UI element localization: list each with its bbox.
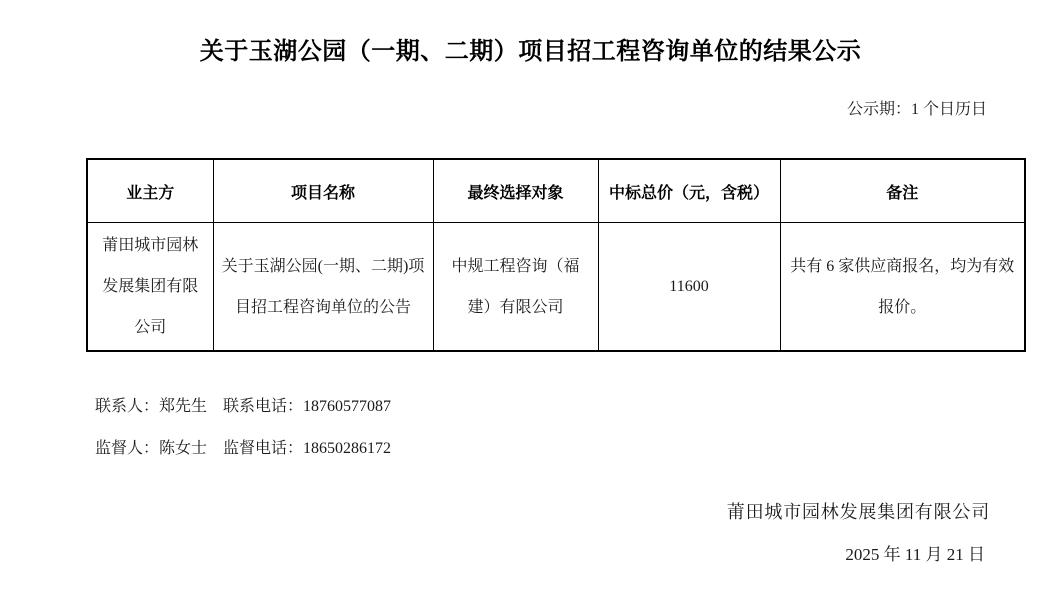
cell-selected-supplier: 中规工程咨询（福建）有限公司 bbox=[433, 223, 598, 352]
supervisor-line: 监督人：陈女士 监督电话：18650286172 bbox=[95, 440, 392, 457]
result-table bbox=[86, 158, 1026, 352]
table-row bbox=[87, 223, 1025, 352]
page-title: 关于玉湖公园（一期、二期）项目招工程咨询单位的结果公示 bbox=[199, 38, 862, 65]
col-header-total-price: 中标总价（元，含税） bbox=[598, 159, 780, 223]
cell-total-price: 11600 bbox=[598, 223, 780, 352]
cell-remark: 共有 6 家供应商报名，均为有效报价。 bbox=[780, 223, 1025, 352]
col-header-owner: 业主方 bbox=[87, 159, 213, 223]
cell-project-name: 关于玉湖公园(一期、二期)项目招工程咨询单位的公告 bbox=[213, 223, 433, 352]
col-header-selected-supplier: 最终选择对象 bbox=[433, 159, 598, 223]
col-header-project-name: 项目名称 bbox=[213, 159, 433, 223]
footer-date: 2025 年 11 月 21 日 bbox=[845, 545, 985, 564]
col-header-remark: 备注 bbox=[780, 159, 1025, 223]
publicity-period-text: 公示期：1 个日历日 bbox=[846, 101, 987, 118]
table-header-row bbox=[87, 159, 1025, 223]
contact-person-line: 联系人：郑先生 联系电话：18760577087 bbox=[95, 398, 392, 415]
footer-company-signature: 莆田城市园林发展集团有限公司 bbox=[726, 502, 990, 522]
cell-owner: 莆田城市园林发展集团有限公司 bbox=[87, 223, 213, 352]
